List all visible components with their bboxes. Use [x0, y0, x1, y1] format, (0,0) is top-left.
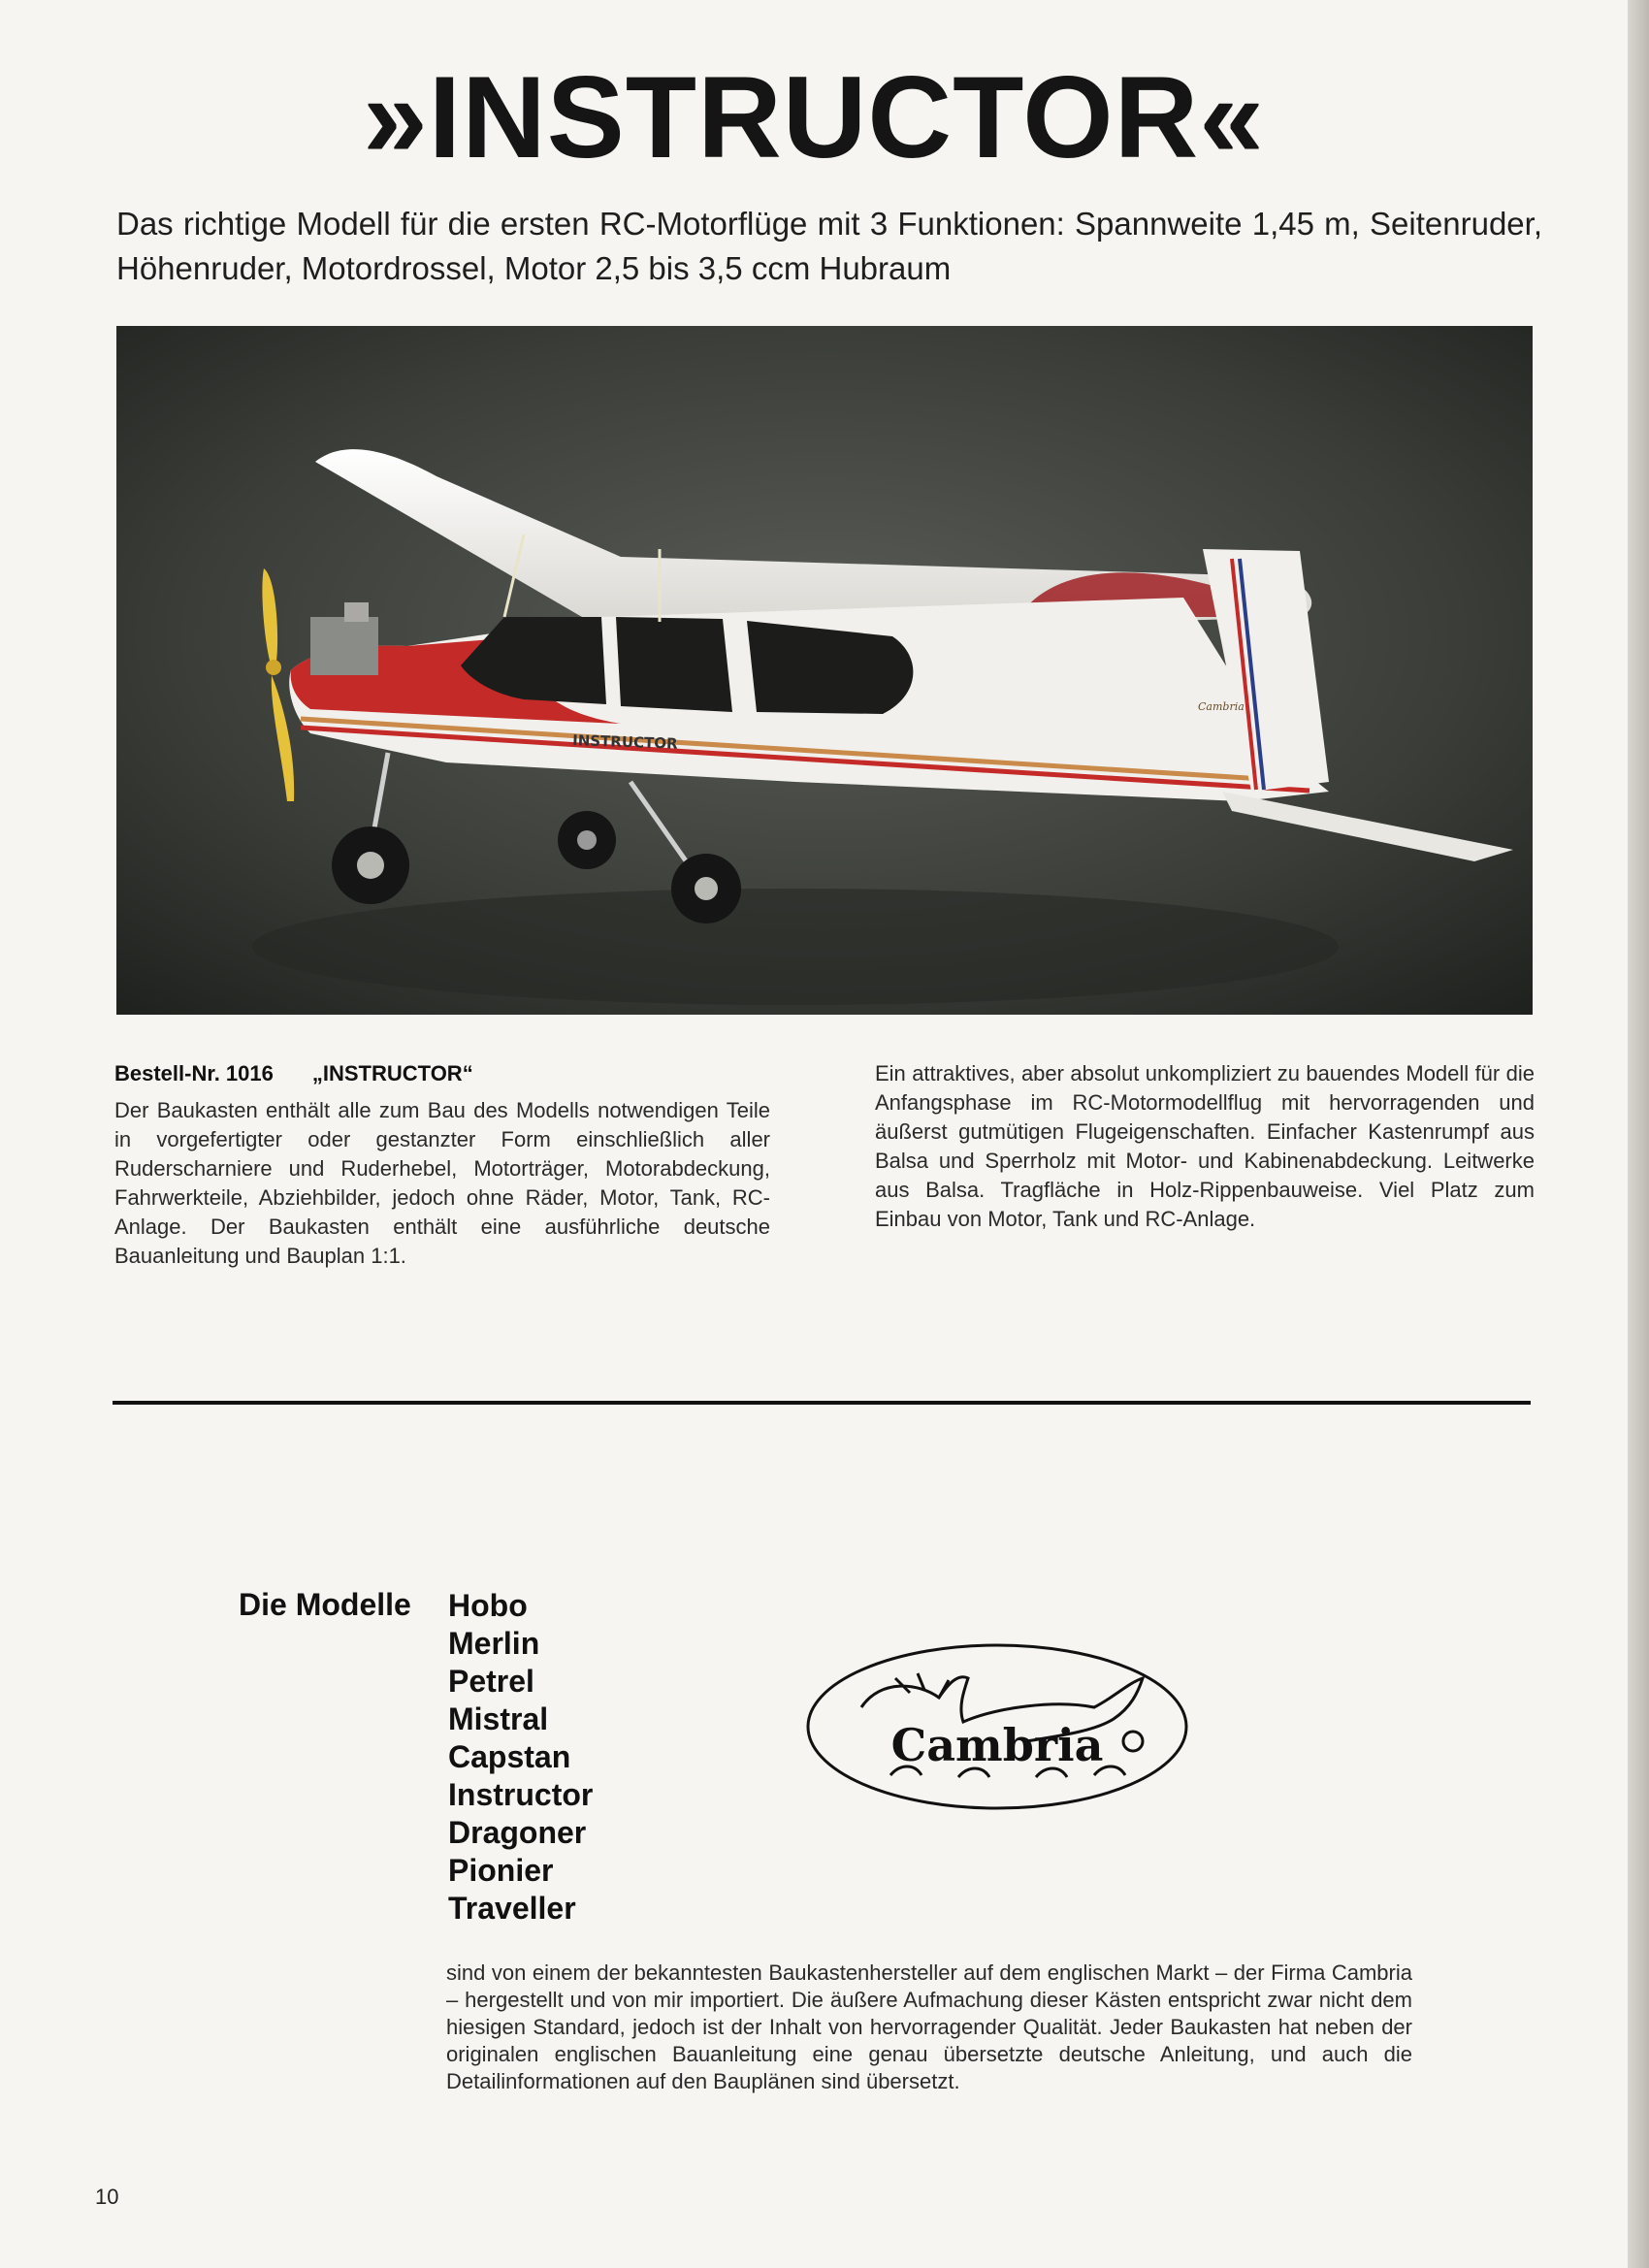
product-name: „INSTRUCTOR“ — [311, 1061, 473, 1085]
model-features-text: Ein attraktives, aber absolut unkompliziert zu bauendes Modell für die Anfangsphase im RC-Motormodellflug mit hervorragenden und äußerst gutmütigen Flugeigenschaften. Einfacher Kastenrumpf aus Balsa und Sperrholz mit Motor- und Kabinenabdeckung. Leitwerke aus Balsa. Tragfläche in Holz-Rippenbauweise. Viel Platz zum Einbau von Motor, Tank und RC-Anlage. — [875, 1061, 1535, 1231]
page-subtitle: Das richtige Modell für die ersten RC-Motorflüge mit 3 Funktionen: Spannweite 1,45 m, Seitenruder, Höhenruder, Motordrossel, Motor 2,5 bis 3,5 ccm Hubraum — [116, 206, 1542, 286]
engine — [310, 617, 378, 675]
product-photo — [116, 326, 1533, 1015]
model-list-item: Capstan — [448, 1739, 571, 1774]
order-line — [114, 1059, 770, 1088]
model-list-item: Traveller — [448, 1891, 576, 1926]
model-list-item: Pionier — [448, 1853, 554, 1888]
fuselage-label: INSTRUCTOR — [571, 731, 678, 753]
cambria-logo — [803, 1639, 1191, 1814]
page-title: »INSTRUCTOR« — [363, 52, 1265, 182]
section-divider — [113, 1401, 1531, 1405]
spinner — [266, 660, 281, 675]
model-list-item: Mistral — [448, 1701, 549, 1736]
model-list-item: Petrel — [448, 1664, 534, 1699]
models-label: Die Modelle — [239, 1587, 411, 1622]
cabin-window-middle — [616, 617, 732, 712]
main-wheel-far-hub — [577, 830, 597, 850]
models-description: sind von einem der bekanntesten Baukastenhersteller auf dem englischen Markt – der Firma Cambria – hergestellt und von mir importiert. Die äußere Aufmachung dieser Kästen entspricht zwar nicht dem hiesigen Standard, jedoch ist der Inhalt von hervorragender Qualität. Jeder Baukasten hat neben der originalen englischen Bauanleitung eine genau übersetzte deutsche Anleitung, und auch die Detailinformationen auf den Bauplänen sind übersetzt. — [446, 1960, 1412, 2093]
product-description-right — [875, 1059, 1535, 1234]
model-list-item: Merlin — [448, 1626, 540, 1661]
page-edge — [1628, 0, 1649, 2268]
model-list-item: Instructor — [448, 1777, 594, 1812]
dragon-tail-curl — [1123, 1732, 1143, 1751]
models-list — [448, 1587, 593, 1928]
floor-shadow — [252, 889, 1339, 1005]
dragon-horns — [895, 1673, 949, 1698]
model-list-item: Dragoner — [448, 1815, 587, 1850]
main-wheel-near-hub — [695, 877, 718, 900]
engine-head — [344, 602, 369, 622]
logo-text: Cambria — [890, 1719, 1104, 1771]
airplane-illustration — [116, 326, 1533, 1015]
nose-wheel-hub — [357, 852, 384, 879]
kit-contents-text: Der Baukasten enthält alle zum Bau des Modells notwendigen Teile in vorgefertigter oder gestanzter Form einschließlich aller Ruderscharniere und Ruderhebel, Motorträger, Motorabdeckung, Fahrwerkteile, Abziehbilder, jedoch ohne Räder, Motor, Tank, RC-Anlage. Der Baukasten enthält eine ausführliche deutsche Bauanleitung und Bauplan 1:1. — [114, 1098, 770, 1268]
product-description-left — [114, 1059, 770, 1271]
dragon-logo-icon — [803, 1639, 1191, 1814]
order-number: Bestell-Nr. 1016 — [114, 1061, 274, 1085]
fin-logo: Cambria — [1198, 700, 1245, 713]
page-number: 10 — [95, 2185, 119, 2209]
model-list-item: Hobo — [448, 1588, 528, 1623]
